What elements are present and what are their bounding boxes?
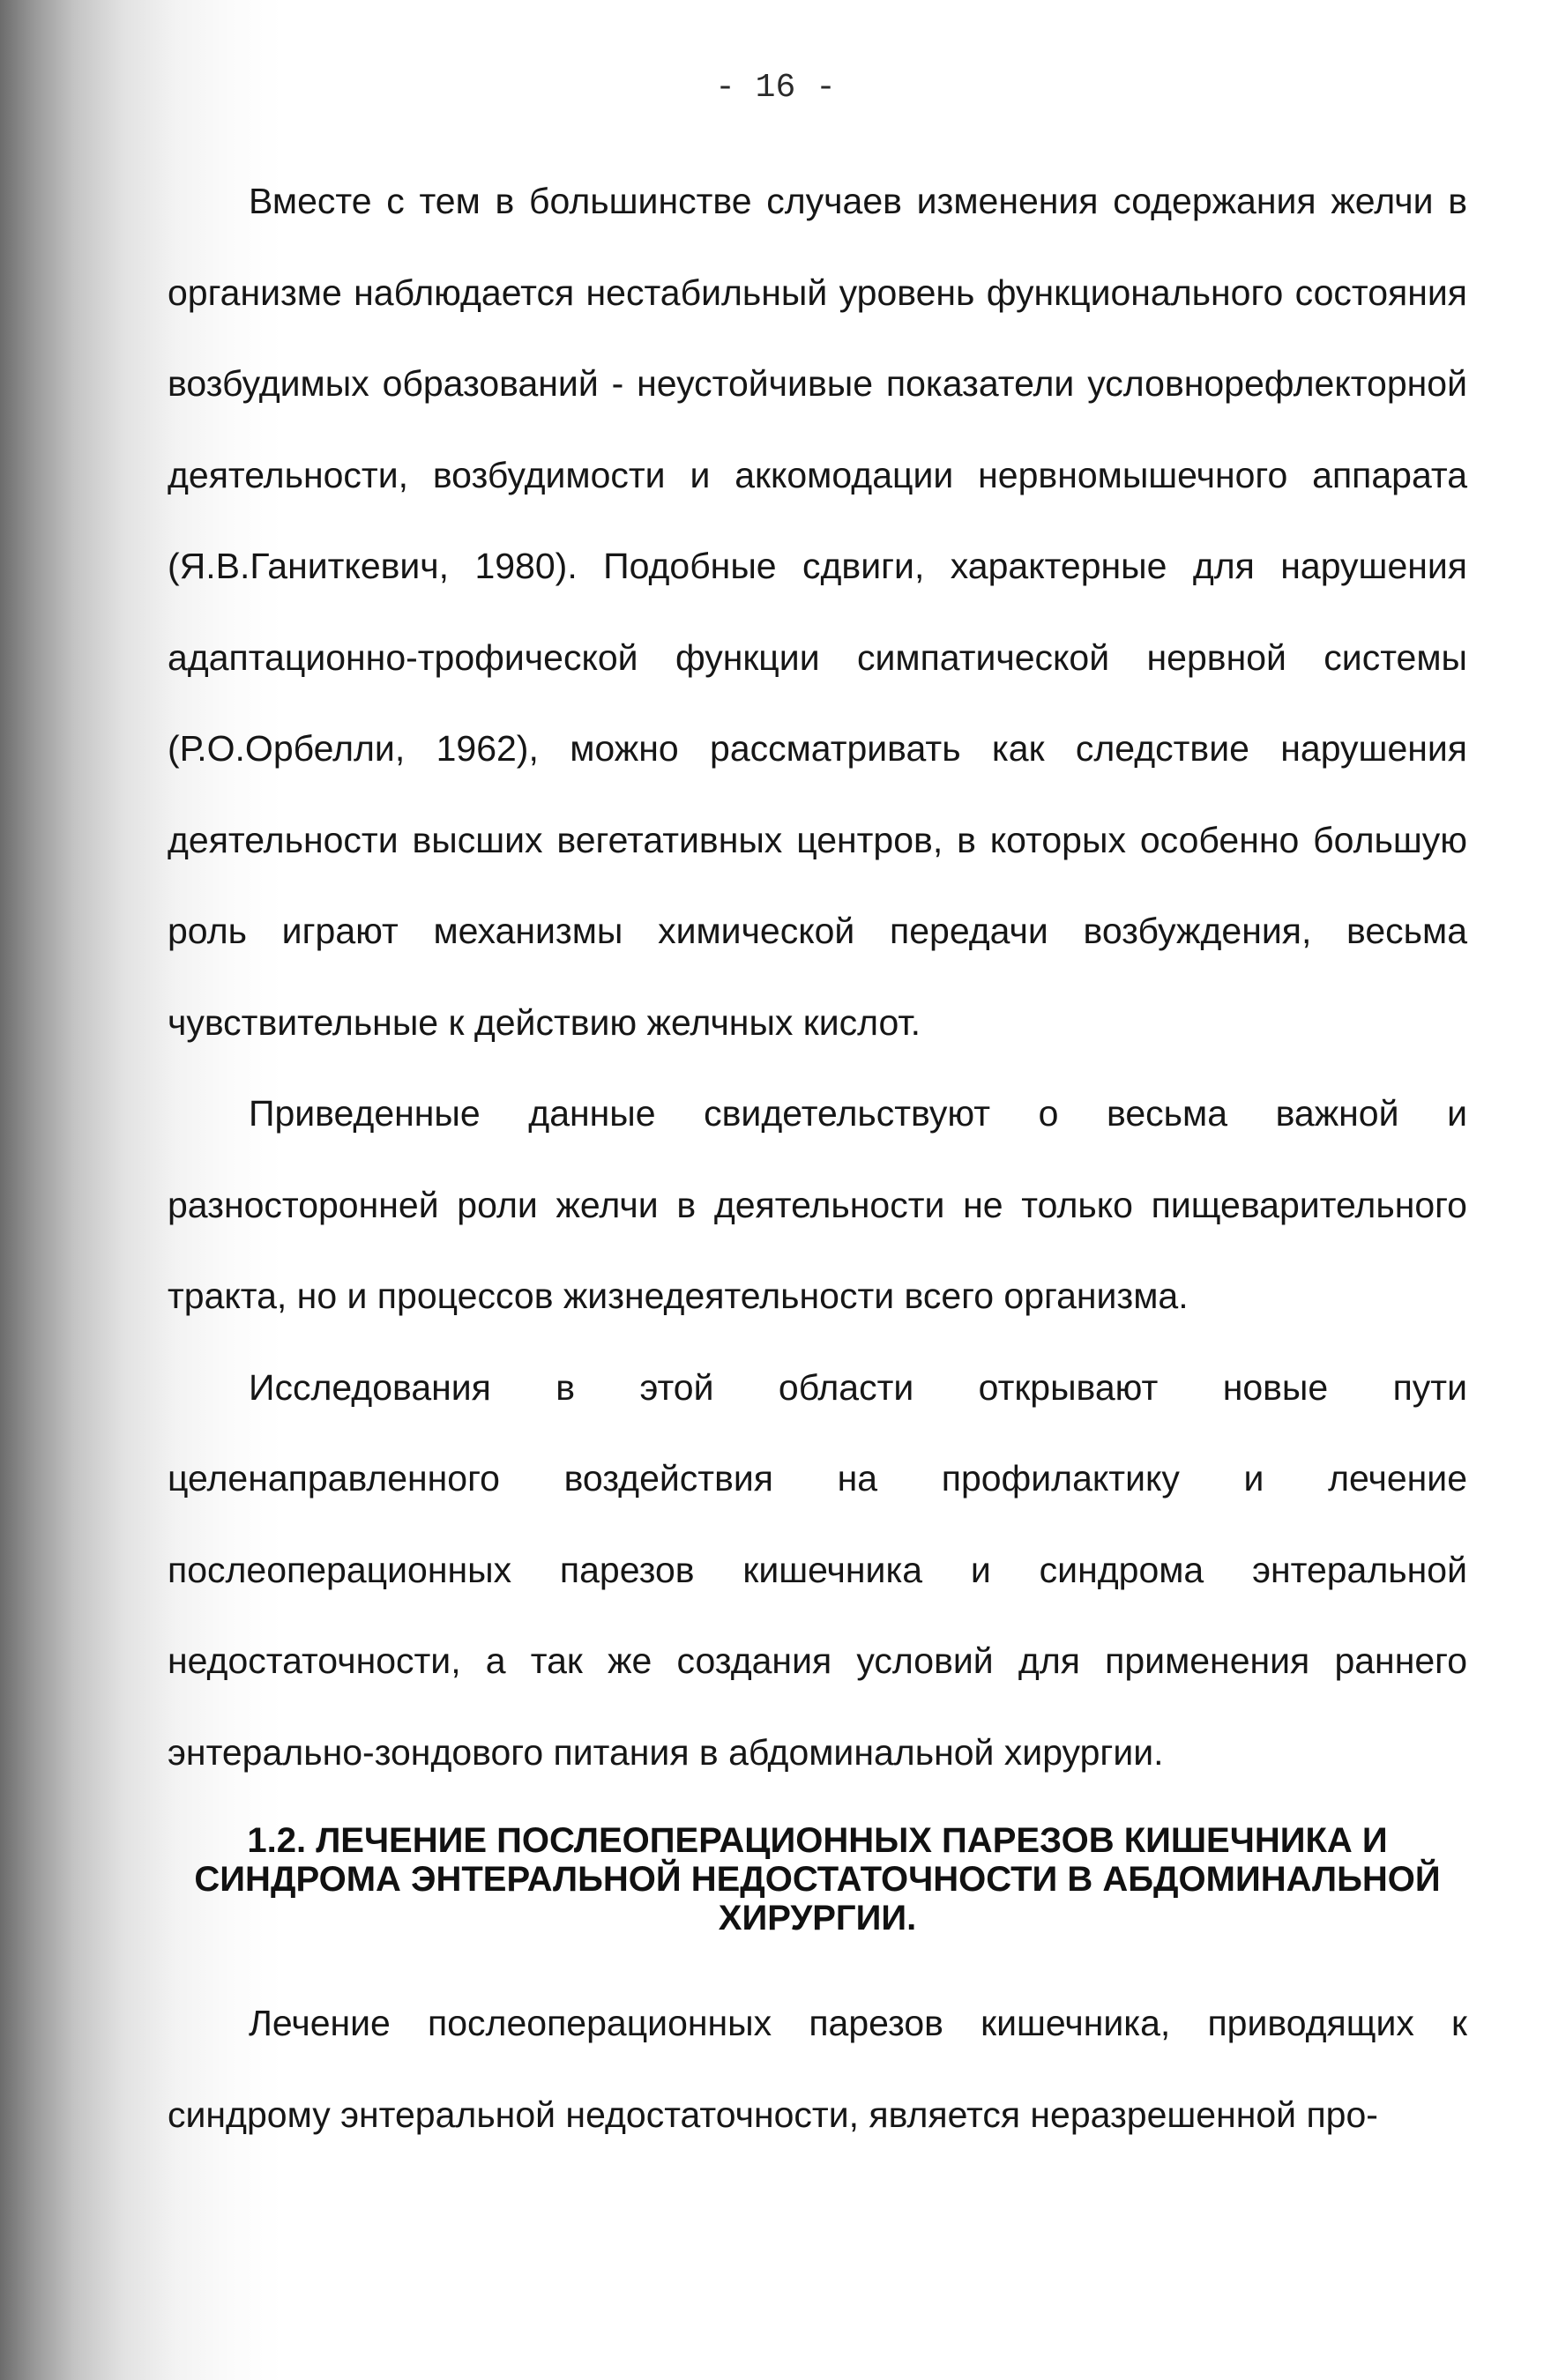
paragraph-research-paths: Исследования в этой области открывают новые пути целенаправленного воздействия на профилактику и лечение послеоперационных парезов кишечника и синдрома энтеральной недостаточности, а так же создания условий для применения раннего энтерально-зондового питания в абдоминальной хирургии. — [168, 1366, 1467, 1773]
section-heading: 1.2. ЛЕЧЕНИЕ ПОСЛЕОПЕРАЦИОННЫХ ПАРЕЗОВ КИШЕЧНИКА И СИНДРОМА ЭНТЕРАЛЬНОЙ НЕДОСТАТОЧНОСТИ В АБДОМИНАЛЬНОЙ ХИРУРГИИ. — [194, 1821, 1441, 1937]
body-text-top — [168, 156, 1467, 1798]
paragraph-bile-excitability: Вместе с тем в большинстве случаев изменения содержания желчи в организме наблюдается нестабильный уровень функционального состояния возбудимых образований - неустойчивые показатели условнорефлекторной деятельности, возбудимости и аккомодации нервномышечного аппарата (Я.В.Ганиткевич, 1980). Подобные сдвиги, характерные для нарушения адаптационно-трофической функции симпатической нервной системы (Р.О.Орбелли, 1962), можно рассматривать как следствие нарушения деятельности высших вегетативных центров, в которых особенно большую роль играют механизмы химической передачи возбуждения, весьма чувствительные к действию желчных кислот. — [168, 181, 1467, 1043]
page-number: - 16 - — [715, 69, 836, 107]
body-text-bottom — [168, 1978, 1467, 2161]
paragraph-treatment: Лечение послеоперационных парезов кишечника, приводящих к синдрому энтеральной недостаточности, является неразрешенной про- — [168, 2003, 1467, 2135]
paragraph-bile-role: Приведенные данные свидетельствуют о весьма важной и разносторонней роли желчи в деятельности не только пищеварительного тракта, но и процессов жизнедеятельности всего организма. — [168, 1093, 1467, 1316]
